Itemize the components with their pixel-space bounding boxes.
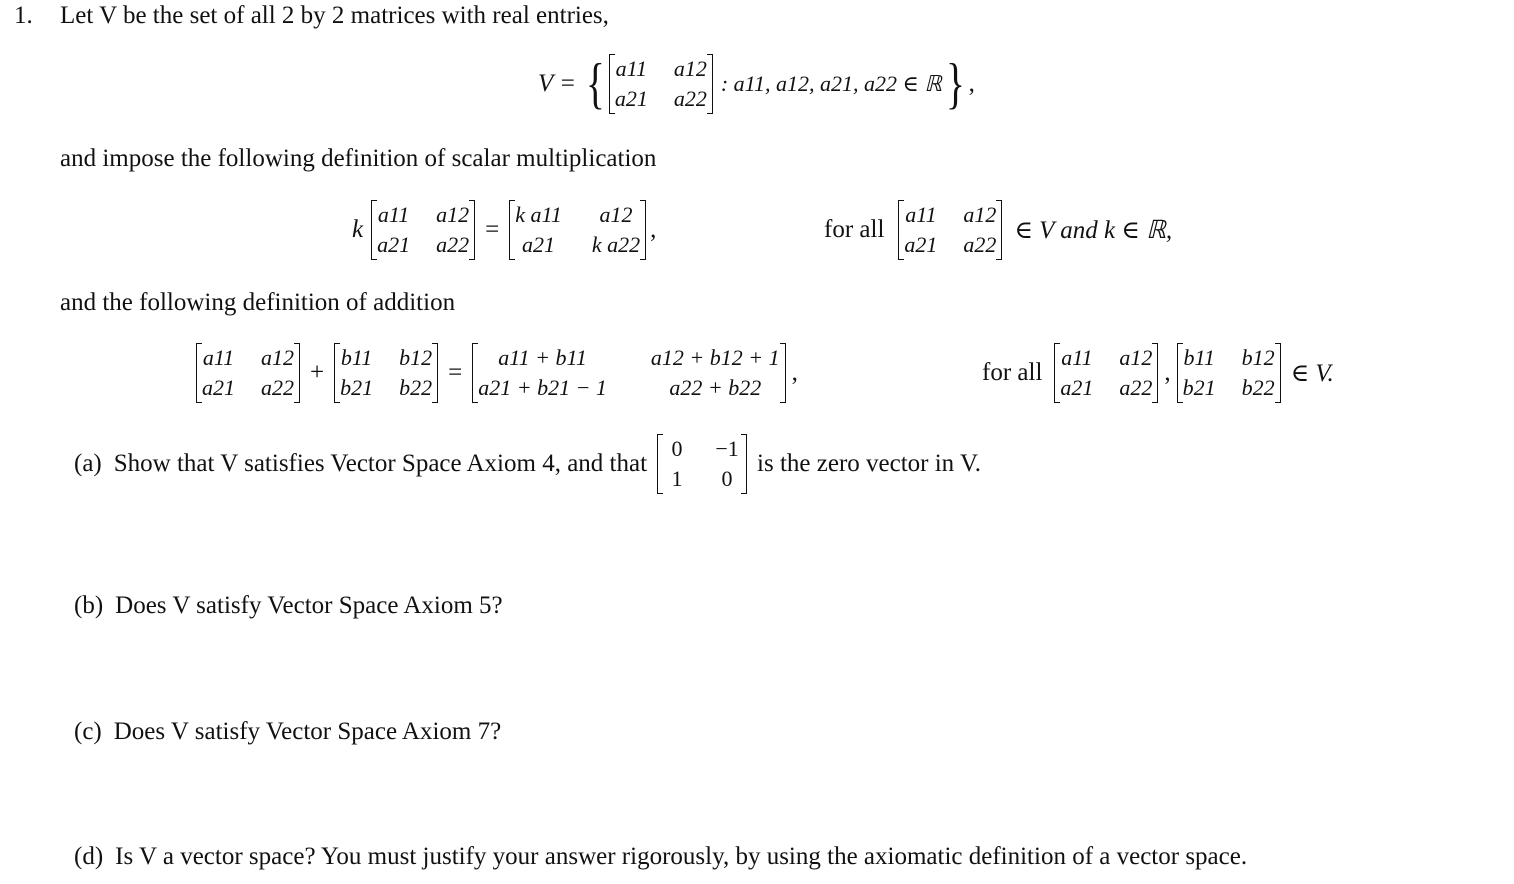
zero-matrix	[657, 434, 747, 494]
set-condition: : a11, a12, a21, a22 ∈ ℝ	[720, 71, 942, 96]
part-b	[74, 592, 503, 620]
scalar-intro: and impose the following definition of scalar multiplication	[60, 145, 657, 172]
scalar-lhs-matrix	[371, 200, 475, 260]
matrix-cell: b22	[1241, 375, 1275, 400]
matrix-cell: a22 + b22	[669, 375, 762, 400]
matrix-cell: a22	[963, 232, 997, 257]
problem-number: 1.	[14, 2, 33, 29]
matrix-cell: b21	[1182, 375, 1216, 400]
part-c-label: (c)	[74, 718, 102, 745]
part-a-label: (a)	[74, 450, 102, 477]
scalar-k: k	[352, 216, 364, 243]
matrix-cell: a22	[261, 375, 294, 400]
addition-b-matrix	[334, 343, 438, 403]
matrix-cell: a12	[673, 56, 707, 81]
set-trail: ,	[968, 70, 975, 97]
addition-sum-matrix	[472, 343, 785, 403]
matrix-cell: a12	[436, 202, 470, 227]
matrix-cell: b11	[1183, 345, 1215, 370]
addition-cond-b-matrix	[1177, 343, 1281, 403]
matrix-cell: 0	[721, 466, 733, 491]
matrix-cell: a21	[202, 375, 235, 400]
part-c	[74, 718, 501, 746]
matrix-cell: a21 + b21 − 1	[478, 375, 607, 400]
scalar-cond-text: ∈ V and k ∈ ℝ,	[1014, 217, 1173, 244]
for-all-text: for all	[824, 216, 885, 243]
matrix-cell: a21	[614, 86, 648, 111]
addition-intro: and the following definition of addition	[60, 289, 456, 316]
addition-cond-a-matrix	[1054, 343, 1158, 403]
part-d-text: Is V a vector space? You must justify your answer rigorously, by using the axiomatic definition of a vector space.	[115, 843, 1248, 870]
matrix-cell: a22	[1119, 375, 1153, 400]
scalar-cond-matrix	[898, 200, 1002, 260]
matrix-cell: 1	[671, 466, 683, 491]
scalar-condition	[824, 200, 1172, 260]
matrix-cell: a21	[904, 232, 938, 257]
matrix-cell: a11	[202, 345, 235, 370]
matrix-cell: a12	[1119, 345, 1153, 370]
matrix-cell: a12 + b12 + 1	[650, 345, 780, 370]
addition-a-matrix	[196, 343, 300, 403]
part-a-text-after: is the zero vector in V.	[757, 450, 982, 477]
matrix-cell: b21	[340, 375, 374, 400]
matrix-cell: b22	[399, 375, 433, 400]
matrix-cell: a11	[1061, 345, 1093, 370]
matrix-cell: b11	[340, 345, 373, 370]
matrix-cell: a21	[377, 232, 411, 257]
problem-intro: Let V be the set of all 2 by 2 matrices with real entries,	[60, 2, 609, 29]
addition-cond-text: ∈ V.	[1290, 360, 1334, 387]
matrix-cell: −1	[715, 436, 739, 461]
matrix-cell: b12	[399, 345, 433, 370]
part-d-label: (d)	[74, 843, 104, 870]
addition-definition: a11 a12 a21 a22 + b11 b12 b21 b22 = a11 + b11 a12 + b12 + 1 a21 + b21 − 1 a22 + b22 ,	[196, 343, 798, 403]
part-c-text: Does V satisfy Vector Space Axiom 7?	[113, 718, 502, 745]
part-d	[74, 843, 1247, 871]
matrix-cell: a11 + b11	[498, 345, 587, 370]
set-definition: V = { a11 a12 a21 a22 : a11, a12, a21, a22 ∈ ℝ } ,	[538, 53, 975, 115]
matrix-cell: a11	[905, 202, 937, 227]
scalar-definition: k a11 a12 a21 a22 = k a11 a12 a21 k a22 ,	[352, 200, 656, 260]
set-matrix	[609, 54, 713, 114]
matrix-cell: 0	[671, 436, 683, 461]
matrix-cell: a11	[377, 202, 410, 227]
part-b-label: (b)	[74, 592, 104, 619]
matrix-cell: a12	[963, 202, 997, 227]
scalar-rhs-matrix	[509, 200, 646, 260]
part-a-text-before: Show that V satisfies Vector Space Axiom 4, and that	[113, 450, 648, 477]
for-all-text: for all	[982, 359, 1043, 386]
matrix-cell: a12	[261, 345, 294, 370]
matrix-cell: a21	[522, 232, 556, 257]
matrix-cell: a21	[1060, 375, 1094, 400]
part-b-text: Does V satisfy Vector Space Axiom 5?	[115, 592, 503, 619]
matrix-cell: a12	[599, 202, 633, 227]
matrix-cell: a11	[615, 56, 648, 81]
matrix-cell: a22	[673, 86, 707, 111]
matrix-cell: b12	[1241, 345, 1275, 370]
set-lhs: V =	[538, 70, 576, 97]
matrix-cell: k a22	[591, 232, 641, 257]
part-a	[74, 434, 981, 494]
addition-condition: for all a11 a12 a21 a22 , b11 b12 b21 b22 ∈ V.	[982, 343, 1334, 403]
matrix-cell: a22	[436, 232, 470, 257]
matrix-cell: k a11	[515, 202, 562, 227]
